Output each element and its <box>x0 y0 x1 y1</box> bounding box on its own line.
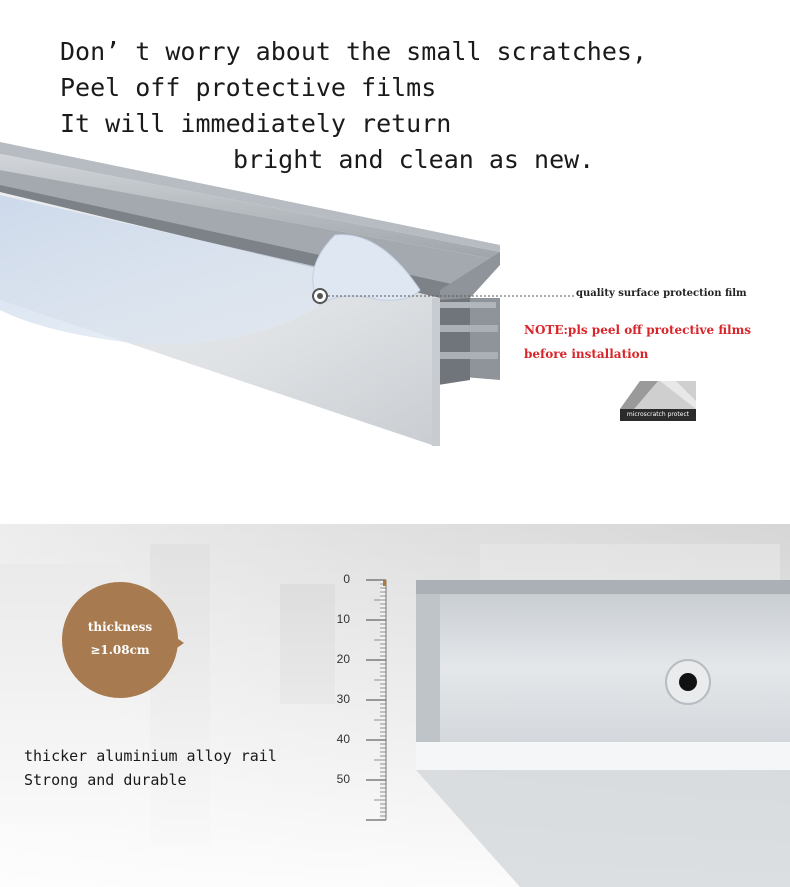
headline-line-4: bright and clean as new. <box>233 145 595 174</box>
badge-label: microscratch protect <box>620 409 696 421</box>
thickness-title: thickness <box>87 620 153 634</box>
ruler-label: 10 <box>336 612 350 626</box>
ruler-label: 50 <box>336 772 350 786</box>
thickness-badge <box>62 582 178 698</box>
film-callout-label: quality surface protection film <box>576 288 747 299</box>
install-note <box>524 318 751 366</box>
headline-line-1: Don’ t worry about the small scratches, <box>60 37 647 66</box>
ruler-label: 20 <box>336 652 350 666</box>
ruler-label: 0 <box>343 572 350 586</box>
ruler-label: 40 <box>336 732 350 746</box>
rail-body <box>416 594 790 742</box>
install-note-line-1: NOTE:pls peel off protective films <box>524 323 752 337</box>
rail-top-lip <box>416 580 790 594</box>
room-background <box>0 524 790 887</box>
headline-line-3: It will immediately return <box>60 109 452 138</box>
thickness-value: ≥1.08cm <box>90 643 150 657</box>
tagline-line-1: thicker aluminium alloy rail <box>24 747 277 765</box>
ruler-label: 30 <box>336 692 350 706</box>
headline-line-2: Peel off protective films <box>60 73 437 102</box>
install-note-line-2: before installation <box>524 347 649 361</box>
thickness-pointer <box>174 636 184 650</box>
tagline <box>24 744 277 792</box>
tagline-line-2: Strong and durable <box>24 771 187 789</box>
